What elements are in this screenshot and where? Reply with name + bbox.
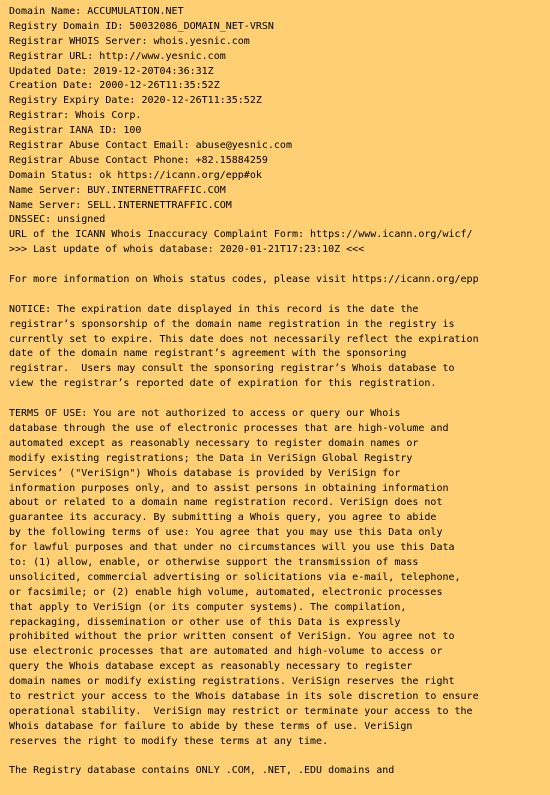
terms-line: prohibited without the prior written consent of VeriSign. You agree not to [9, 631, 455, 643]
terms-line: reserves the right to modify these terms at any time. [9, 735, 329, 747]
registry-domain-id-line: Registry Domain ID: 50032086_DOMAIN_NET-VRSN [9, 20, 274, 32]
icann-complaint-url-line: URL of the ICANN Whois Inaccuracy Complaint Form: https://www.icann.org/wicf/ [9, 229, 473, 241]
terms-line: that apply to VeriSign (or its computer systems). The compilation, [9, 601, 407, 613]
domain-name-line: Domain Name: ACCUMULATION.NET [9, 6, 184, 17]
terms-line: operational stability. VeriSign may restrict or terminate your access to the [9, 705, 473, 717]
terms-line: domain names or modify existing registrations. VeriSign reserves the right [9, 676, 455, 688]
terms-of-use-paragraph [9, 407, 545, 749]
blank-line [9, 392, 545, 407]
notice-line: NOTICE: The expiration date displayed in this record is the date the [9, 303, 419, 315]
notice-line: view the registrar’s reported date of expiration for this registration. [9, 378, 437, 390]
name-server-line: Name Server: SELL.INTERNETTRAFFIC.COM [9, 199, 232, 211]
terms-line: about or related to a domain name registration record. VeriSign does not [9, 497, 443, 509]
terms-line: or facsimile; or (2) enable high volume, automated, electronic processes [9, 586, 443, 598]
registration-fields [9, 5, 545, 258]
dnssec-line: DNSSEC: unsigned [9, 214, 106, 226]
terms-line: to: (1) allow, enable, or otherwise support the transmission of mass [9, 556, 419, 568]
blank-line [9, 288, 545, 303]
registry-expiry-date-line: Registry Expiry Date: 2020-12-26T11:35:52Z [9, 95, 262, 107]
footer-line: The Registry database contains ONLY .COM, .NET, .EDU domains and [9, 765, 395, 777]
terms-line: TERMS OF USE: You are not authorized to access or query our Whois [9, 408, 401, 420]
notice-line: date of the domain name registrant’s agreement with the sponsoring [9, 348, 407, 360]
abuse-email-line: Registrar Abuse Contact Email: abuse@yesnic.com [9, 140, 292, 152]
terms-line: modify existing registrations; the Data in VeriSign Global Registry [9, 452, 413, 464]
registrar-iana-id-line: Registrar IANA ID: 100 [9, 125, 142, 137]
blank-line [9, 258, 545, 273]
abuse-phone-line: Registrar Abuse Contact Phone: +82.15884259 [9, 154, 268, 166]
terms-line: for lawful purposes and that under no circumstances will you use this Data [9, 542, 455, 554]
notice-line: registrar’s sponsorship of the domain name registration in the registry is [9, 318, 455, 330]
notice-paragraph [9, 303, 545, 392]
notice-line: currently set to expire. This date does not necessarily reflect the expiration [9, 333, 479, 345]
notice-line: registrar. Users may consult the sponsoring registrar’s Whois database to [9, 363, 455, 375]
updated-date-line: Updated Date: 2019-12-20T04:36:31Z [9, 65, 214, 77]
terms-line: guarantee its accuracy. By submitting a Whois query, you agree to abide [9, 512, 437, 524]
terms-line: repackaging, dissemination or other use of this Data is expressly [9, 616, 401, 628]
last-update-line: >>> Last update of whois database: 2020-01-21T17:23:10Z <<< [9, 244, 365, 256]
terms-line: query the Whois database except as reasonably necessary to register [9, 661, 413, 673]
terms-line: Services’ ("VeriSign") Whois database is provided by VeriSign for [9, 467, 401, 479]
terms-line: Whois database for failure to abide by these terms of use. VeriSign [9, 720, 413, 732]
registry-footer [9, 764, 545, 779]
terms-line: database through the use of electronic processes that are high-volume and [9, 422, 449, 434]
blank-line [9, 750, 545, 765]
terms-line: to restrict your access to the Whois database in its sole discretion to ensure [9, 690, 479, 702]
terms-line: use electronic processes that are automated and high-volume to access or [9, 646, 443, 658]
terms-line: by the following terms of use: You agree that you may use this Data only [9, 527, 443, 539]
domain-status-line: Domain Status: ok https://icann.org/epp#ok [9, 169, 262, 181]
terms-line: information purposes only, and to assist persons in obtaining information [9, 482, 449, 494]
creation-date-line: Creation Date: 2000-12-26T11:35:52Z [9, 80, 220, 92]
terms-line: automated except as reasonably necessary to register domain names or [9, 437, 419, 449]
terms-line: unsolicited, commercial advertising or solicitations via e-mail, telephone, [9, 571, 461, 583]
name-server-line: Name Server: BUY.INTERNETTRAFFIC.COM [9, 184, 226, 196]
registrar-whois-server-line: Registrar WHOIS Server: whois.yesnic.com [9, 35, 250, 47]
registrar-url-line: Registrar URL: http://www.yesnic.com [9, 50, 226, 62]
whois-record [9, 5, 545, 779]
registrar-line: Registrar: Whois Corp. [9, 110, 142, 122]
status-info-line: For more information on Whois status codes, please visit https://icann.org/epp [9, 274, 479, 286]
